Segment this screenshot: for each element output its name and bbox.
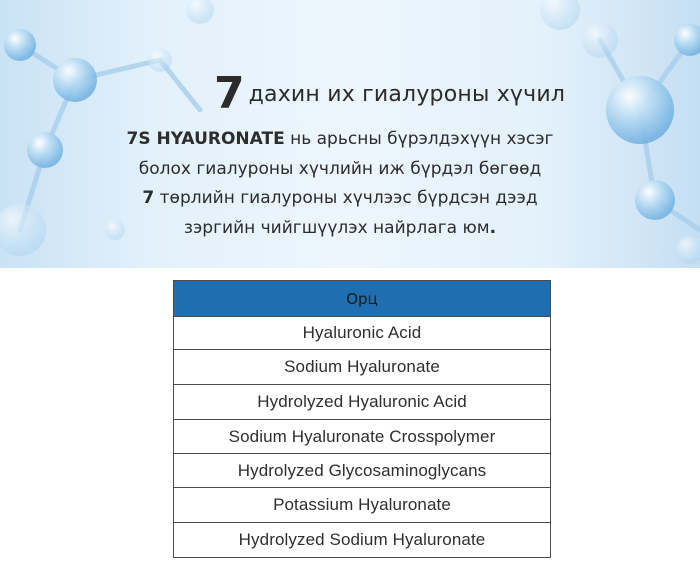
description-line-1 — [100, 125, 580, 155]
table-row: Sodium Hyaluronate — [174, 350, 550, 385]
hero-banner — [0, 0, 700, 268]
description — [100, 125, 580, 243]
description-line-4-text: зэргийн чийгшүүлэх найрлага юм — [183, 217, 490, 238]
headline-number: 7 — [214, 68, 245, 119]
table-row: Hydrolyzed Glycosaminoglycans — [174, 454, 550, 488]
description-line-2: болох гиалуроны хүчлийн иж бүрдэл бөгөөд — [138, 158, 542, 179]
headline — [214, 66, 566, 119]
ingredients-table — [173, 280, 551, 558]
table-row: Sodium Hyaluronate Crosspolymer — [174, 420, 550, 454]
description-line-3-text: төрлийн гиалуроны хүчлээс бүрдсэн дээд — [154, 188, 538, 208]
table-row: Hydrolyzed Sodium Hyaluronate — [238, 530, 486, 549]
headline-text: дахин их гиалуроны хүчил — [248, 82, 566, 107]
table-row: Hydrolyzed Hyaluronic Acid — [174, 385, 550, 420]
description-period: . — [489, 217, 497, 238]
table-row: Potassium Hyaluronate — [174, 488, 550, 523]
table-row: Hyaluronic Acid — [174, 317, 550, 350]
description-line-4 — [100, 214, 580, 244]
brand-name: 7S HYAURONATE — [126, 129, 285, 149]
description-line-3 — [100, 184, 580, 214]
table-header: Орц — [174, 281, 550, 317]
description-number: 7 — [142, 188, 155, 208]
description-line-1-text: нь арьсны бүрэлдэхүүн хэсэг — [284, 129, 554, 149]
